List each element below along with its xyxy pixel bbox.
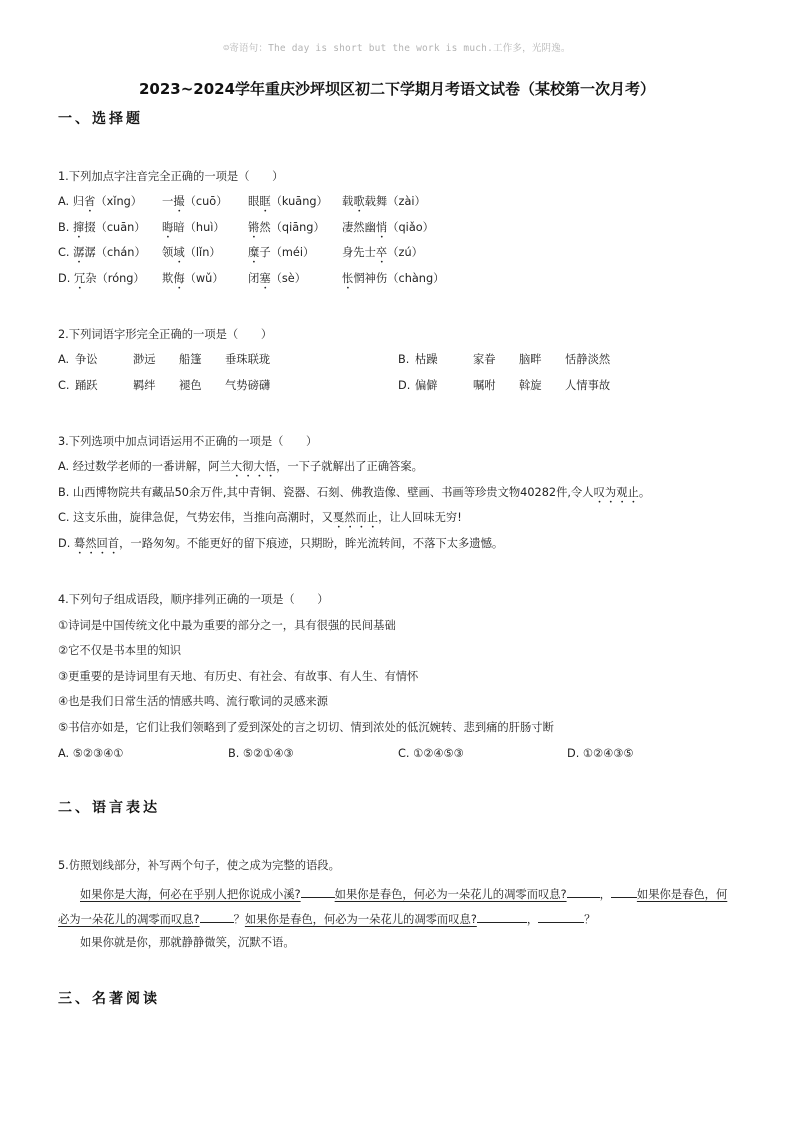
- section-heading-classics: 三、名著阅读: [58, 991, 160, 1007]
- q3-a-post: ，一下子就解出了正确答案。: [276, 460, 423, 473]
- motto-header: ☺寄语句：The day is short but the work is much.工作多，光阴逸。: [223, 43, 571, 54]
- q2-option-a-label: A.: [58, 353, 70, 366]
- q3-option-b: [58, 486, 650, 506]
- q3-b-pre: B. 山西博物院共有藏品50余万件,其中青铜、瓷器、石刻、佛教造像、壁画、书画等珍贵文物40282件,令人: [58, 486, 594, 499]
- q1-dotted-char: 撺: [72, 221, 85, 234]
- q2-option-a-word-1: 争讼: [75, 353, 98, 366]
- q1-option-d-term-1: [58, 272, 145, 292]
- q1-dotted-char: 潺: [73, 246, 85, 259]
- q5-blank-3[interactable]: [200, 910, 234, 923]
- q1-dotted-char: 糜: [248, 246, 260, 259]
- q1-term-suffix: 暗（huì）: [173, 221, 225, 234]
- q1-term-prefix: 闭: [248, 272, 260, 285]
- q2-option-b-word-2: 家眷: [473, 353, 496, 366]
- q1-option-b-term-2: [162, 221, 225, 241]
- q1-term-prefix: 领: [162, 246, 174, 259]
- q4-stem: 4.下列句子组成语段，顺序排列正确的一项是（ ）: [58, 593, 329, 606]
- q2-option-c-word-3: 褪色: [179, 379, 202, 392]
- q3-c-post: ，让人回味无穷!: [378, 511, 462, 524]
- q1-option-a-term-2: [162, 195, 228, 215]
- q5-question-mark-1: ？: [233, 913, 245, 926]
- q3-c-dotted: 戛然而止: [332, 511, 379, 524]
- q1-term-prefix: 欺: [162, 272, 174, 285]
- q1-dotted-char: 悄: [375, 221, 388, 234]
- q2-option-d-label: D.: [398, 379, 411, 392]
- q2-option-d-word-3: 斡旋: [519, 379, 542, 392]
- q4-item-4: ④也是我们日常生活的情感共鸣、流行歌词的灵感来源: [58, 695, 328, 708]
- q1-dotted-char: 锵: [248, 221, 260, 234]
- q1-option-c-term-2: [162, 246, 221, 266]
- q1-term-suffix: 子（méi）: [259, 246, 315, 259]
- q5-blank-2[interactable]: [611, 885, 637, 898]
- q1-term-suffix: （sè）: [270, 272, 307, 285]
- q3-a-pre: A. 经过数学老师的一番讲解，阿兰: [58, 460, 231, 473]
- q1-dotted-char: 塞: [259, 272, 271, 285]
- q3-d-pre: D.: [58, 537, 74, 550]
- q1-option-b-term-1: [58, 221, 146, 241]
- q3-option-c: [58, 511, 462, 531]
- q3-c-pre: C. 这支乐曲，旋律急促，气势宏伟，当推向高潮时，又: [58, 511, 333, 524]
- q1-term-suffix: 惘神伤（chàng）: [353, 272, 445, 285]
- q1-term-suffix: （xǐng）: [95, 195, 143, 208]
- q2-option-d-word-4: 人情事故: [565, 379, 611, 392]
- q1-stem: 1.下列加点字注音完全正确的一项是（ ）: [58, 170, 284, 183]
- q1-term-prefix: A. 归: [58, 195, 85, 208]
- q5-line-2: [58, 910, 595, 927]
- q1-term-suffix: （cuō）: [184, 195, 228, 208]
- q5-line-1: [80, 885, 727, 902]
- q1-option-a-term-3: [248, 195, 328, 215]
- q1-term-prefix: B.: [58, 221, 73, 234]
- q2-option-b-word-3: 脑畔: [519, 353, 542, 366]
- q1-term-suffix: （lǐn）: [184, 246, 221, 259]
- q1-dotted-char: 歌: [353, 195, 365, 208]
- q3-b-dotted: 叹为观止: [593, 486, 639, 499]
- q5-underlined-sentence-2: 如果你是春色，何必为一朵花儿的凋零而叹息?: [334, 888, 567, 901]
- q2-option-a-word-2: 渺远: [133, 353, 156, 366]
- q5-underlined-sentence-4: 必为一朵花儿的凋零而叹息?: [58, 913, 200, 926]
- q1-dotted-char: 撮: [173, 195, 185, 208]
- q1-term-prefix: 身先士: [342, 246, 376, 259]
- q1-option-d-term-3: [248, 272, 306, 292]
- q2-option-d-word-2: 嘱咐: [473, 379, 496, 392]
- q1-option-a-term-1: [58, 195, 142, 215]
- q2-option-b-word-1: 枯躁: [415, 353, 438, 366]
- q2-stem: 2.下列词语字形完全正确的一项是（ ）: [58, 328, 273, 341]
- section-heading-language: 二、语言表达: [58, 800, 160, 816]
- q4-item-2: ②它不仅是书本里的知识: [58, 644, 182, 657]
- q1-option-b-term-4: [342, 221, 434, 241]
- q2-option-c-label: C.: [58, 379, 70, 392]
- q1-term-prefix: 一: [162, 195, 174, 208]
- section-heading-choice: 一、选择题: [58, 111, 143, 127]
- q4-item-1: ①诗词是中国传统文化中最为重要的部分之一，具有很强的民间基础: [58, 619, 396, 632]
- q5-underlined-sentence-3: 如果你是春色，何: [636, 888, 728, 901]
- q1-term-suffix: 掇（cuān）: [84, 221, 146, 234]
- q1-dotted-char: 域: [173, 246, 185, 259]
- q2-option-a-word-4: 垂珠联珑: [225, 353, 271, 366]
- q2-option-a-word-3: 船篷: [179, 353, 202, 366]
- page-title: 2023~2024学年重庆沙坪坝区初二下学期月考语文试卷（某校第一次月考）: [138, 80, 656, 98]
- q5-blank-1[interactable]: [567, 885, 600, 898]
- q4-option-a: A. ⑤②③④①: [58, 747, 124, 760]
- q1-term-suffix: 潺（chán）: [84, 246, 146, 259]
- q1-option-c-term-1: [58, 246, 146, 266]
- q3-b-post: 。: [638, 486, 651, 499]
- q1-term-prefix: 载: [342, 195, 354, 208]
- q5-blank-lead: [301, 885, 335, 898]
- q2-option-b-label: B.: [398, 353, 410, 366]
- q1-dotted-char: 卒: [375, 246, 388, 259]
- q4-item-5: ⑤书信亦如是，它们让我们领略到了爱到深处的言之切切、情到浓处的低沉婉转、悲到痛的肝肠寸断: [58, 721, 554, 734]
- q2-option-b-word-4: 恬静淡然: [565, 353, 611, 366]
- q1-term-suffix: 载舞（zài）: [364, 195, 426, 208]
- q1-dotted-char: 晦: [162, 221, 174, 234]
- q4-item-3: ③更重要的是诗词里有天地、有历史、有社会、有故事、有人生、有情怀: [58, 670, 419, 683]
- q1-option-c-term-4: [342, 246, 423, 266]
- q5-comma-2: ，: [526, 913, 539, 926]
- q1-term-prefix: C.: [58, 246, 74, 259]
- q1-option-b-term-3: [248, 221, 325, 241]
- q1-term-prefix: 凄然幽: [342, 221, 376, 234]
- q4-option-d: D. ①②④③⑤: [567, 747, 634, 760]
- q3-d-post: ，一路匆匆。不能更好的留下痕迹，只期盼，眸光流转间，不落下太多遗憾。: [119, 537, 504, 550]
- q4-option-c: C. ①②④⑤③: [398, 747, 464, 760]
- q5-underlined-sentence-5: 如果你是春色，何必为一朵花儿的凋零而叹息?: [244, 913, 477, 926]
- q3-option-a: [58, 460, 423, 480]
- q1-term-suffix: 杂（róng）: [85, 272, 145, 285]
- q2-option-c-word-2: 羁绊: [133, 379, 156, 392]
- q2-option-c-word-4: 气势磅礴: [225, 379, 271, 392]
- q2-option-d-word-1: 偏僻: [415, 379, 438, 392]
- q1-dotted-char: 侮: [173, 272, 185, 285]
- q1-term-suffix: （kuāng）: [270, 195, 328, 208]
- q3-a-dotted: 大彻大悟: [230, 460, 277, 473]
- q1-option-d-term-4: [342, 272, 444, 292]
- q1-term-prefix: D.: [58, 272, 74, 285]
- q1-term-prefix: 眼: [248, 195, 260, 208]
- q1-dotted-char: 冗: [73, 272, 86, 285]
- q3-d-dotted: 蓦然回首: [73, 537, 120, 550]
- q5-blank-4[interactable]: [477, 910, 527, 923]
- q1-option-c-term-3: [248, 246, 314, 266]
- q1-option-a-term-4: [342, 195, 426, 215]
- q5-blank-5[interactable]: [538, 910, 584, 923]
- q1-dotted-char: 怅: [342, 272, 354, 285]
- q1-term-suffix: （wǔ）: [184, 272, 224, 285]
- q1-term-suffix: （qiǎo）: [387, 221, 434, 234]
- q4-option-b: B. ⑤②①④③: [228, 747, 294, 760]
- q5-underlined-sentence-1: 如果你是大海，何必在乎别人把你说成小溪?: [80, 888, 301, 901]
- q3-option-d: [58, 537, 503, 557]
- q1-dotted-char: 省: [84, 195, 96, 208]
- q3-stem: 3.下列选项中加点词语运用不正确的一项是（ ）: [58, 435, 318, 448]
- q1-term-suffix: 然（qiāng）: [259, 221, 325, 234]
- q5-line-3: 如果你就是你，那就静静微笑，沉默不语。: [80, 936, 295, 949]
- q2-option-c-word-1: 踊跃: [75, 379, 98, 392]
- q5-comma-1: ，: [599, 888, 611, 901]
- q1-dotted-char: 眶: [259, 195, 271, 208]
- q1-term-suffix: （zú）: [387, 246, 423, 259]
- q5-stem: 5.仿照划线部分，补写两个句子，使之成为完整的语段。: [58, 859, 340, 872]
- q5-question-mark-2: ？: [584, 913, 596, 926]
- q1-option-d-term-2: [162, 272, 224, 292]
